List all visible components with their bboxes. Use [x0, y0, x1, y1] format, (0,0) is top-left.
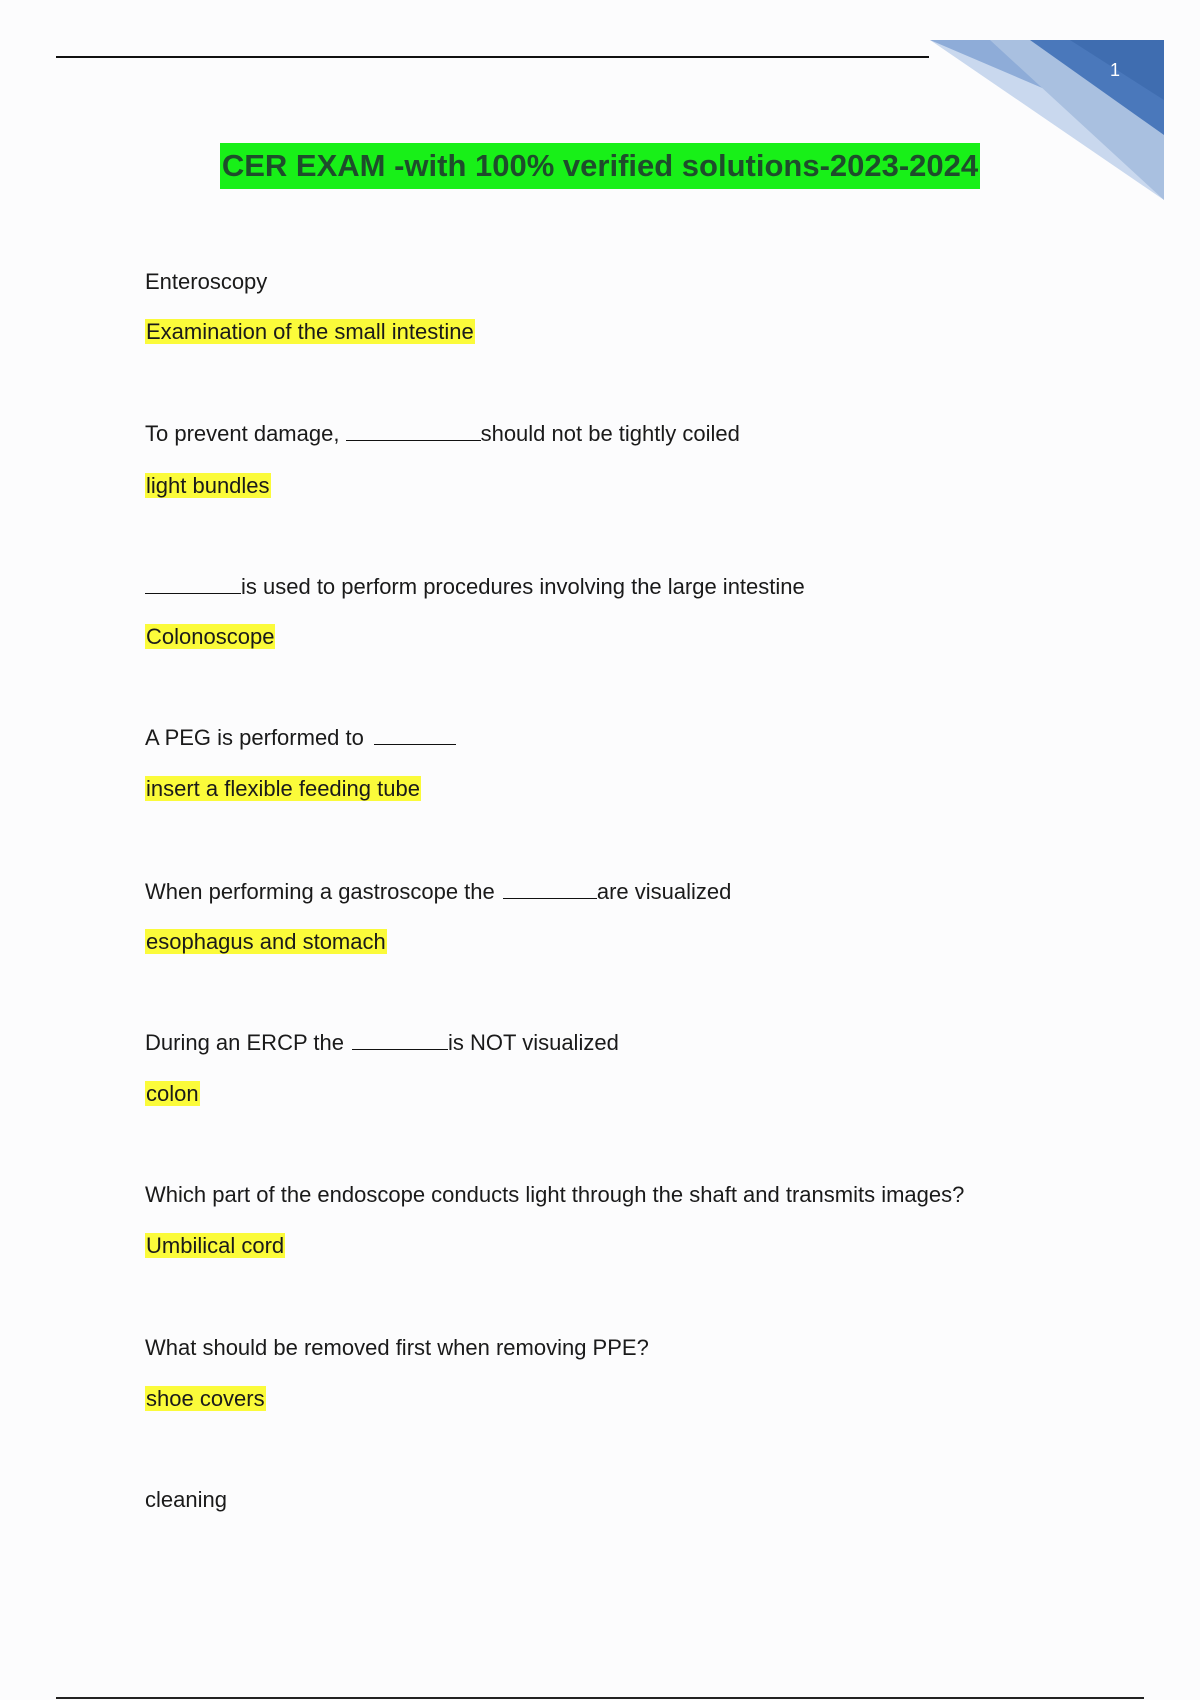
- question-text: What should be removed first when removing PPE?: [145, 1335, 649, 1360]
- question-4: [145, 722, 456, 754]
- question-text: When performing a gastroscope the: [145, 879, 501, 904]
- answer-highlight: colon: [146, 1081, 199, 1106]
- answer-8: [145, 1383, 266, 1415]
- answer-3: [145, 621, 275, 653]
- question-text: Which part of the endoscope conducts light through the shaft and transmits images?: [145, 1182, 965, 1207]
- answer-7: [145, 1230, 285, 1262]
- question-text-after: should not be tightly coiled: [480, 421, 740, 446]
- question-5: [145, 876, 731, 908]
- fill-in-blank: [503, 876, 597, 899]
- fill-in-blank: [145, 571, 241, 594]
- question-text: cleaning: [145, 1487, 227, 1512]
- answer-highlight: shoe covers: [146, 1386, 265, 1411]
- question-2: [145, 418, 740, 450]
- question-1: [145, 266, 267, 298]
- fill-in-blank: [374, 722, 456, 745]
- question-8: [145, 1332, 649, 1364]
- question-text-after: are visualized: [596, 879, 732, 904]
- answer-highlight: light bundles: [146, 473, 270, 498]
- document-title: CER EXAM -with 100% verified solutions-2023-2024: [220, 143, 980, 189]
- answer-highlight: Examination of the small intestine: [146, 319, 474, 344]
- answer-2: [145, 470, 271, 502]
- question-text: A PEG is performed to: [145, 725, 370, 750]
- fill-in-blank: [352, 1027, 448, 1050]
- question-3: [145, 571, 805, 603]
- answer-highlight: Umbilical cord: [146, 1233, 285, 1258]
- question-text-after: is used to perform procedures involving the large intestine: [241, 574, 805, 599]
- question-text-after: is NOT visualized: [448, 1030, 619, 1055]
- answer-1: [145, 316, 475, 348]
- question-9: [145, 1484, 227, 1516]
- question-7: [145, 1179, 964, 1211]
- fill-in-blank: [346, 418, 481, 441]
- answer-highlight: Colonoscope: [146, 624, 275, 649]
- question-6: [145, 1027, 619, 1059]
- answer-4: [145, 773, 421, 805]
- question-text: During an ERCP the: [145, 1030, 351, 1055]
- page-number: 1: [1109, 60, 1120, 80]
- answer-6: [145, 1078, 200, 1110]
- answer-highlight: esophagus and stomach: [146, 929, 386, 954]
- question-text: To prevent damage,: [145, 421, 346, 446]
- question-text: Enteroscopy: [145, 269, 268, 294]
- footer-rule: [56, 1697, 1144, 1699]
- header-rule: [56, 56, 929, 58]
- answer-5: [145, 926, 387, 958]
- answer-highlight: insert a flexible feeding tube: [146, 776, 420, 801]
